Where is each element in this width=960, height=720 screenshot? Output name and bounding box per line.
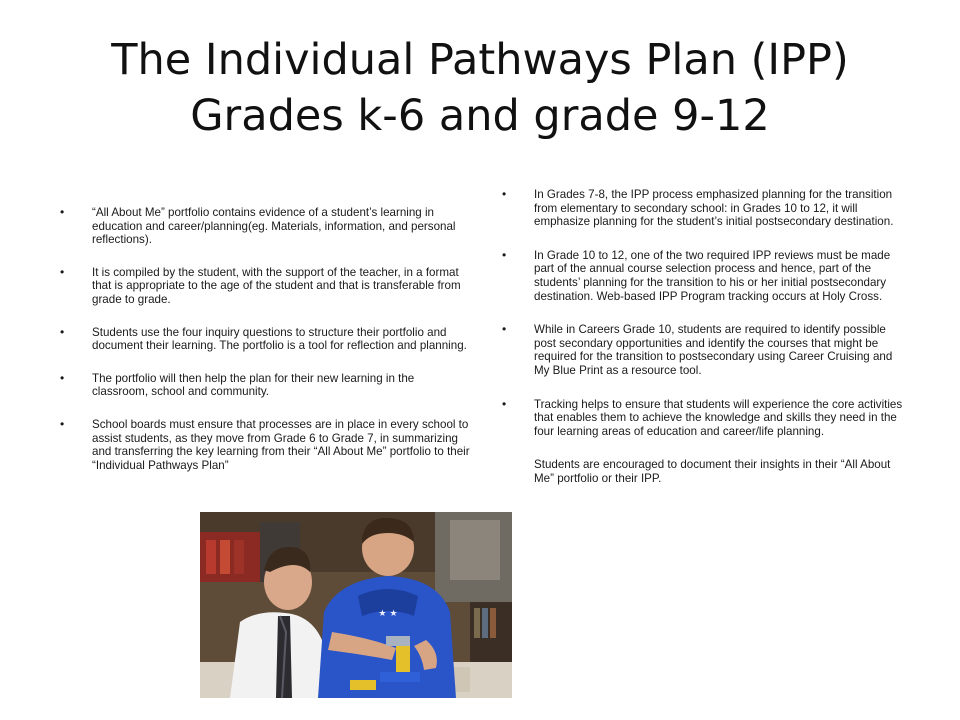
list-item-text: It is compiled by the student, with the support of the teacher, in a format that is appropriate to the age of the student and that is transferable from grade to grade. <box>92 265 461 306</box>
title-line-2: Grades k-6 and grade 9-12 <box>190 91 770 141</box>
bullet-icon: • <box>60 205 65 219</box>
bullet-icon: • <box>502 396 507 411</box>
list-item-text: School boards must ensure that processes are in place in every school to assist students, as they move from Grade 6 to Grade 7, in summarizing and transferring the key learning from their “All About Me” portfolio to their “Individual Pathways Plan” <box>92 417 470 472</box>
list-item-text: Students use the four inquiry questions to structure their portfolio and document their learning. The portfolio is a tool for reflection and planning. <box>92 325 467 353</box>
list-item-text: Students are encouraged to document their insights in their “All About Me” portfolio or their IPP. <box>534 458 891 485</box>
list-item <box>60 326 470 353</box>
bullet-icon: • <box>60 370 65 385</box>
list-item-text: The portfolio will then help the plan for their new learning in the classroom, school and community. <box>92 371 415 399</box>
list-item-text: While in Careers Grade 10, students are required to identify possible post secondary opportunities and identify the courses that might be required for the transition to postsecondary using Career Cruising and My Blue Print as a resource tool. <box>534 323 893 377</box>
bullet-icon: • <box>502 322 507 337</box>
classroom-photo-icon <box>200 512 512 698</box>
list-item <box>502 249 907 303</box>
bullet-icon: • <box>60 264 65 279</box>
svg-text:★ ★: ★ ★ <box>378 609 398 619</box>
list-item <box>60 266 470 307</box>
list-item-text: In Grades 7-8, the IPP process emphasized planning for the transition from elementary to secondary school: in Grades 10 to 12, it will emphasize planning for the student’s initial postsecondary destination. <box>534 188 894 229</box>
bullet-icon: • <box>60 324 65 339</box>
bullet-icon: • <box>502 187 507 201</box>
classroom-photo <box>200 512 512 698</box>
list-item-text: “All About Me” portfolio contains evidence of a student’s learning in education and career/planning(eg. Materials, information, and personal reflections). <box>92 206 456 247</box>
list-item <box>60 206 470 247</box>
list-item <box>502 188 907 229</box>
list-item <box>502 323 907 377</box>
right-bullet-list <box>502 188 907 506</box>
list-item-text: In Grade 10 to 12, one of the two required IPP reviews must be made part of the annual course selection process and hence, part of the students’ planning for the transition to his or her initial postsecondary destination. Web-based IPP Program tracking occurs at Holy Cross. <box>534 248 891 303</box>
list-item <box>502 458 907 485</box>
list-item <box>502 398 907 439</box>
left-bullet-list <box>60 206 470 491</box>
list-item <box>60 418 470 472</box>
bullet-icon: • <box>502 247 507 262</box>
page-title <box>60 32 900 144</box>
bullet-icon: • <box>60 416 65 431</box>
list-item <box>60 372 470 399</box>
list-item-text: Tracking helps to ensure that students will experience the core activities that enables them to achieve the knowledge and skills they need in the four learning areas of education and career/life planning. <box>534 397 903 438</box>
title-line-1: The Individual Pathways Plan (IPP) <box>111 35 849 85</box>
